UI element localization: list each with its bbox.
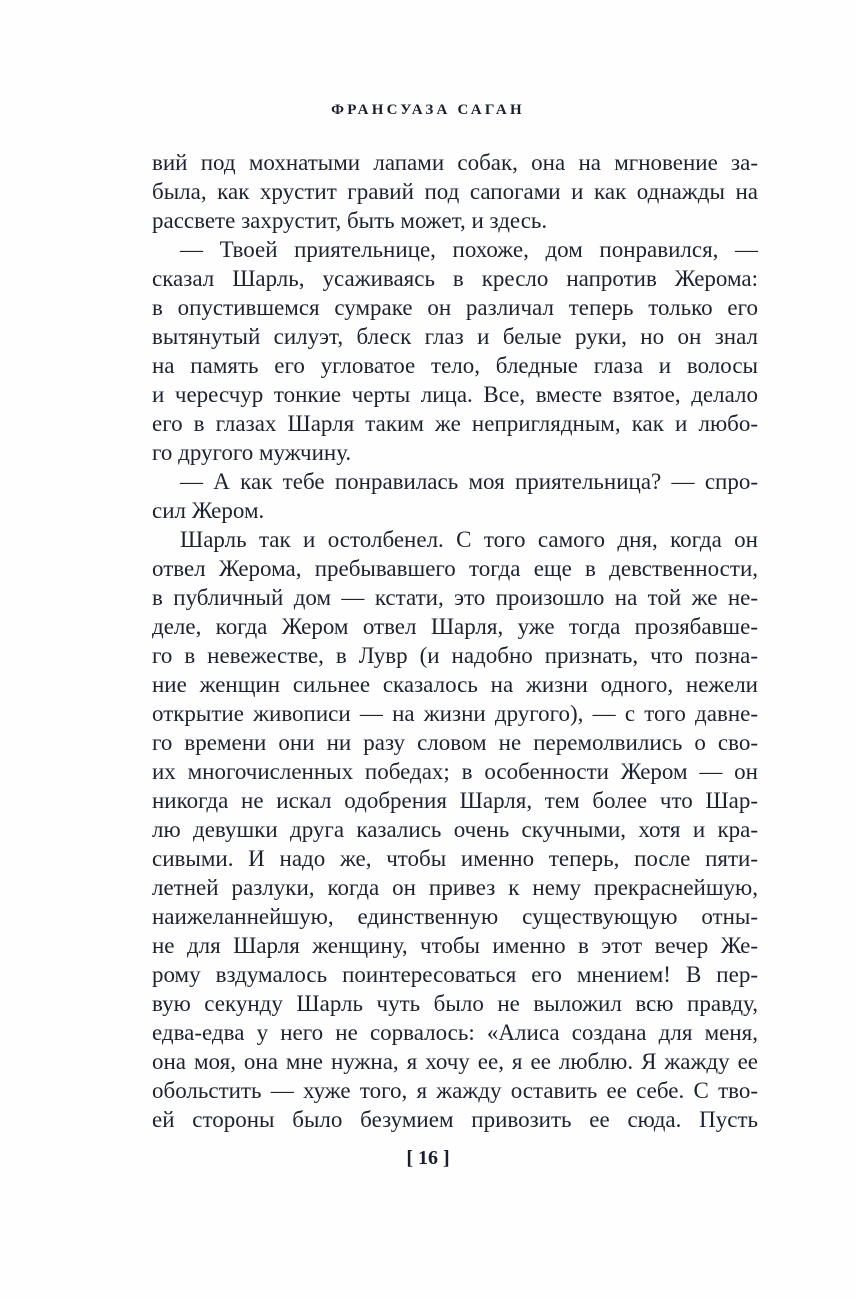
text-line: сил Жером.: [152, 498, 265, 523]
text-line: вий под мохнатыми лапами собак, она на мгновение за-: [152, 150, 758, 175]
text-line: никогда не искал одобрения Шарля, тем более что Шар-: [152, 788, 758, 813]
text-line: летней разлуки, когда он привез к нему прекраснейшую,: [152, 875, 758, 900]
body-text: [152, 148, 758, 1134]
text-line: в опустившемся сумраке он различал теперь только его: [152, 295, 758, 320]
text-line: го другого мужчину.: [152, 440, 352, 465]
running-head: ФРАНСУАЗА САГАН: [331, 102, 525, 118]
text-line: на память его угловатое тело, бледные глаза и волосы: [152, 353, 758, 378]
text-line: не для Шарля женщину, чтобы именно в этот вечер Же-: [152, 933, 758, 958]
text-line: сказал Шарль, усаживаясь в кресло напротив Жерома:: [152, 266, 758, 291]
text-line: вую секунду Шарль чуть было не выложил всю правду,: [152, 991, 758, 1016]
text-line: рассвете захрустит, быть может, и здесь.: [152, 208, 548, 233]
text-line: обольстить — хуже того, я жажду оставить ее себе. С тво-: [152, 1078, 758, 1103]
text-line: и чересчур тонкие черты лица. Все, вместе взятое, делало: [152, 382, 758, 407]
text-line: Шарль так и остолбенел. С того самого дня, когда он: [180, 527, 758, 552]
text-line: сивыми. И надо же, чтобы именно теперь, после пяти-: [152, 846, 758, 871]
text-line: — Твоей приятельнице, похоже, дом понравился, —: [180, 237, 758, 262]
text-line: го в невежестве, в Лувр (и надобно признать, что позна-: [152, 643, 758, 668]
text-line: отвел Жерома, пребывавшего тогда еще в девственности,: [152, 556, 758, 581]
text-line: — А как тебе понравилась моя приятельница? — спро-: [180, 469, 758, 494]
text-line: лю девушки друга казались очень скучными, хотя и кра-: [152, 817, 758, 842]
text-line: наижеланнейшую, единственную существующую отны-: [152, 904, 758, 929]
text-line: вытянутый силуэт, блеск глаз и белые руки, но он знал: [152, 324, 758, 349]
text-line: его в глазах Шарля таким же неприглядным, как и любо-: [152, 411, 758, 436]
text-line: го времени они ни разу словом не перемолвились о сво-: [152, 730, 758, 755]
text-line: рому вздумалось поинтересоваться его мнением! В пер-: [152, 962, 758, 987]
text-line: едва-едва у него не сорвалось: «Алиса создана для меня,: [152, 1020, 758, 1045]
text-line: она моя, она мне нужна, я хочу ее, я ее люблю. Я жажду ее: [152, 1049, 758, 1074]
page-number: [ 16 ]: [406, 1147, 450, 1169]
text-line: их многочисленных победах; в особенности Жером — он: [152, 759, 758, 784]
text-line: ей стороны было безумием привозить ее сюда. Пусть: [152, 1107, 758, 1132]
text-line: деле, когда Жером отвел Шарля, уже тогда прозябавше-: [152, 614, 758, 639]
text-line: в публичный дом — кстати, это произошло на той же не-: [152, 585, 758, 610]
text-line: была, как хрустит гравий под сапогами и как однажды на: [152, 179, 758, 204]
text-line: открытие живописи — на жизни другого), — с того давне-: [152, 701, 758, 726]
text-line: ние женщин сильнее сказалось на жизни одного, нежели: [152, 672, 758, 697]
